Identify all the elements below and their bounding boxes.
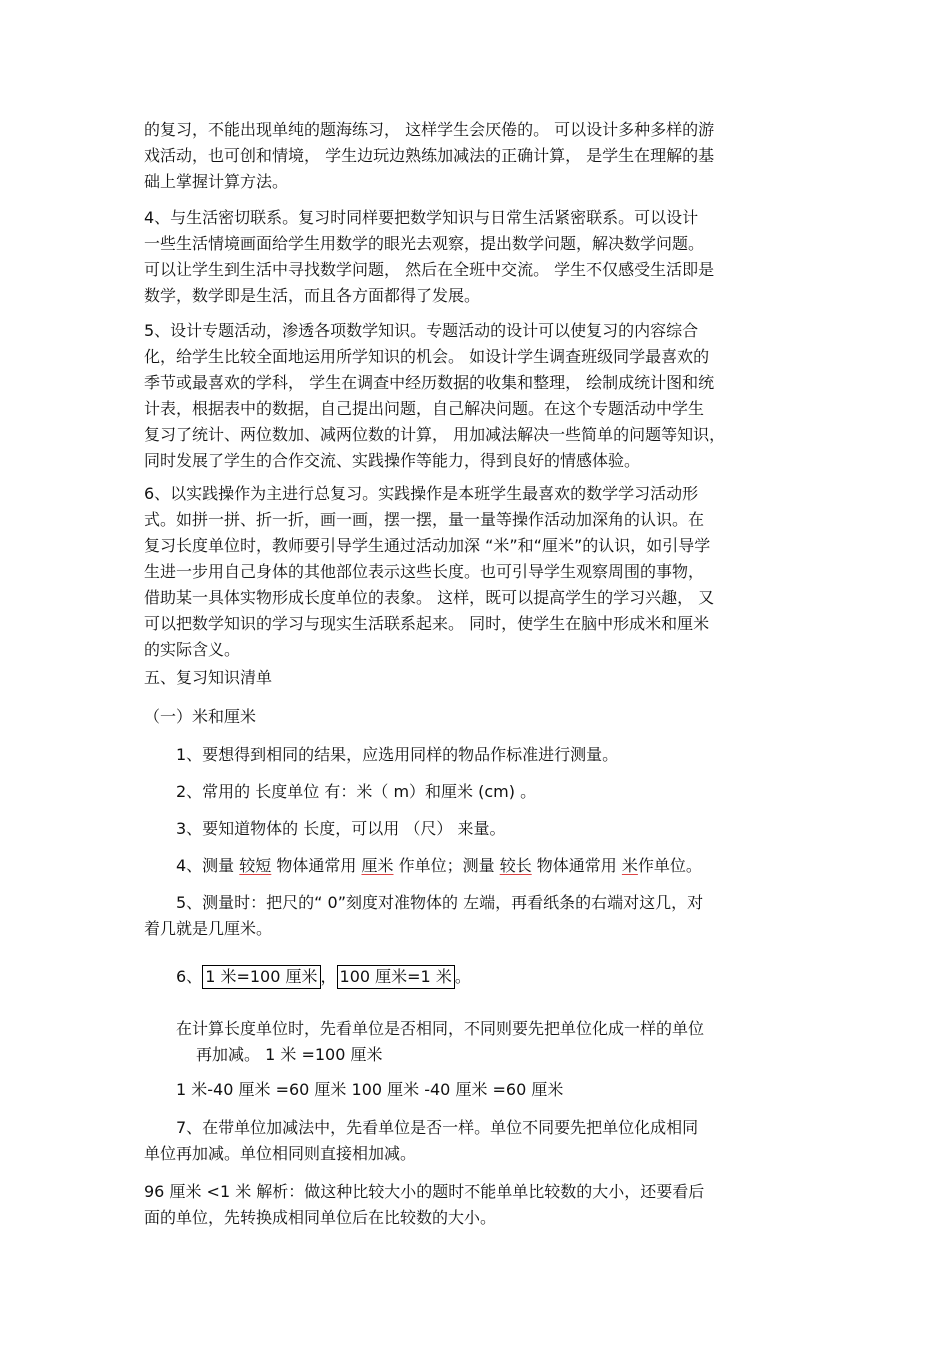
boxed-formula: 1 米=100 厘米 bbox=[202, 965, 320, 989]
text-line: 借助某一具体实物形成长度单位的表象。 这样，既可以提高学生的学习兴趣， 又 bbox=[144, 588, 715, 607]
text-line: 同时发展了学生的合作交流、实践操作等能力，得到良好的情感体验。 bbox=[144, 451, 641, 470]
paragraph-practice-operation bbox=[144, 481, 806, 663]
text-line: 96 厘米 <1 米 解析：做这种比较大小的题时不能单单比较数的大小，还要看后 bbox=[144, 1182, 705, 1201]
text-line: 的复习，不能出现单纯的题海练习， 这样学生会厌倦的。 可以设计多种多样的游 bbox=[144, 120, 715, 139]
text-line: 计表，根据表中的数据，自己提出问题，自己解决问题。在这个专题活动中学生 bbox=[144, 399, 705, 418]
list-item: 5、测量时：把尺的“ 0”刻度对准物体的 左端，再看纸条的右端对这几，对 着几就是几厘米。 bbox=[144, 893, 704, 938]
text-line: 数学，数学即是生活，而且各方面都得了发展。 bbox=[144, 286, 481, 305]
list-item: 4、测量 较短 物体通常用 厘米 作单位；测量 较长 物体通常用 米作单位。 bbox=[176, 856, 702, 875]
paragraph-special-activities bbox=[144, 318, 806, 474]
text-line: 可以把数学知识的学习与现实生活联系起来。 同时，使学生在脑中形成米和厘米 bbox=[144, 614, 710, 633]
text-line: 单位再加减。单位相同则直接相加减。 bbox=[144, 1144, 417, 1163]
list-item-conversion: 6、 1 米=100 厘米 ， 100 厘米=1 米 。 bbox=[176, 964, 838, 990]
subsection-heading: （一）米和厘米 bbox=[144, 707, 257, 726]
text-line: 5、设计专题活动，渗透各项数学知识。专题活动的设计可以使复习的内容综合 bbox=[144, 321, 699, 340]
text-line: 6、以实践操作为主进行总复习。实践操作是本班学生最喜欢的数学学习活动形 bbox=[144, 484, 699, 503]
text-line: 再加减。 1 米 =100 厘米 bbox=[196, 1045, 383, 1064]
paragraph-life-connection bbox=[144, 205, 806, 309]
boxed-formula: 100 厘米=1 米 bbox=[337, 965, 455, 989]
text-line: 一些生活情境画面给学生用数学的眼光去观察，提出数学问题，解决数学问题。 bbox=[144, 234, 705, 253]
underlined-term: 厘米 bbox=[361, 856, 394, 875]
text-line: 4、与生活密切联系。复习时同样要把数学知识与日常生活紧密联系。可以设计 bbox=[144, 208, 699, 227]
text-line: 7、在带单位加减法中，先看单位是否一样。单位不同要先把单位化成相同 bbox=[176, 1118, 699, 1137]
text-line: 可以让学生到生活中寻找数学问题， 然后在全班中交流。 学生不仅感受生活即是 bbox=[144, 260, 715, 279]
text-line: 的实际含义。 bbox=[144, 640, 241, 659]
paragraph-review-games bbox=[144, 117, 806, 195]
text-line: 面的单位，先转换成相同单位后在比较数的大小。 bbox=[144, 1208, 497, 1227]
comparison-note bbox=[144, 1179, 806, 1231]
text-line: 在计算长度单位时，先看单位是否相同，不同则要先把单位化成一样的单位 bbox=[176, 1019, 705, 1038]
underlined-term: 较短 bbox=[239, 856, 272, 875]
calculation-example: 1 米-40 厘米 =60 厘米 100 厘米 -40 厘米 =60 厘米 bbox=[176, 1080, 564, 1099]
list-item bbox=[144, 1115, 806, 1167]
text-line: 化，给学生比较全面地运用所学知识的机会。 如设计学生调查班级同学最喜欢的 bbox=[144, 347, 710, 366]
list-item: 2、常用的 长度单位 有：米（ m）和厘米 (cm) 。 bbox=[176, 782, 537, 801]
text-line: 复习了统计、两位数加、减两位数的计算， 用加减法解决一些简单的问题等知识， bbox=[144, 425, 726, 444]
underlined-term: 米 bbox=[621, 856, 638, 875]
text-line: 复习长度单位时，教师要引导学生通过活动加深 “米”和“厘米”的认识，如引导学 bbox=[144, 536, 711, 555]
text-line: 戏活动，也可创和情境， 学生边玩边熟练加减法的正确计算， 是学生在理解的基 bbox=[144, 146, 715, 165]
text-line: 季节或最喜欢的学科， 学生在调查中经历数据的收集和整理， 绘制成统计图和统 bbox=[144, 373, 715, 392]
text-line: 式。如拼一拼、折一折，画一画，摆一摆，量一量等操作活动加深角的认识。在 bbox=[144, 510, 705, 529]
text-line: 生进一步用自己身体的其他部位表示这些长度。也可引导学生观察周围的事物， bbox=[144, 562, 705, 581]
text-line: 础上掌握计算方法。 bbox=[144, 172, 289, 191]
list-item: 3、要知道物体的 长度，可以用 （尺） 来量。 bbox=[176, 819, 506, 838]
underlined-term: 较长 bbox=[499, 856, 532, 875]
section-heading: 五、复习知识清单 bbox=[144, 668, 273, 687]
calculation-note bbox=[176, 1016, 838, 1068]
list-item: 1、要想得到相同的结果，应选用同样的物品作标准进行测量。 bbox=[176, 745, 619, 764]
